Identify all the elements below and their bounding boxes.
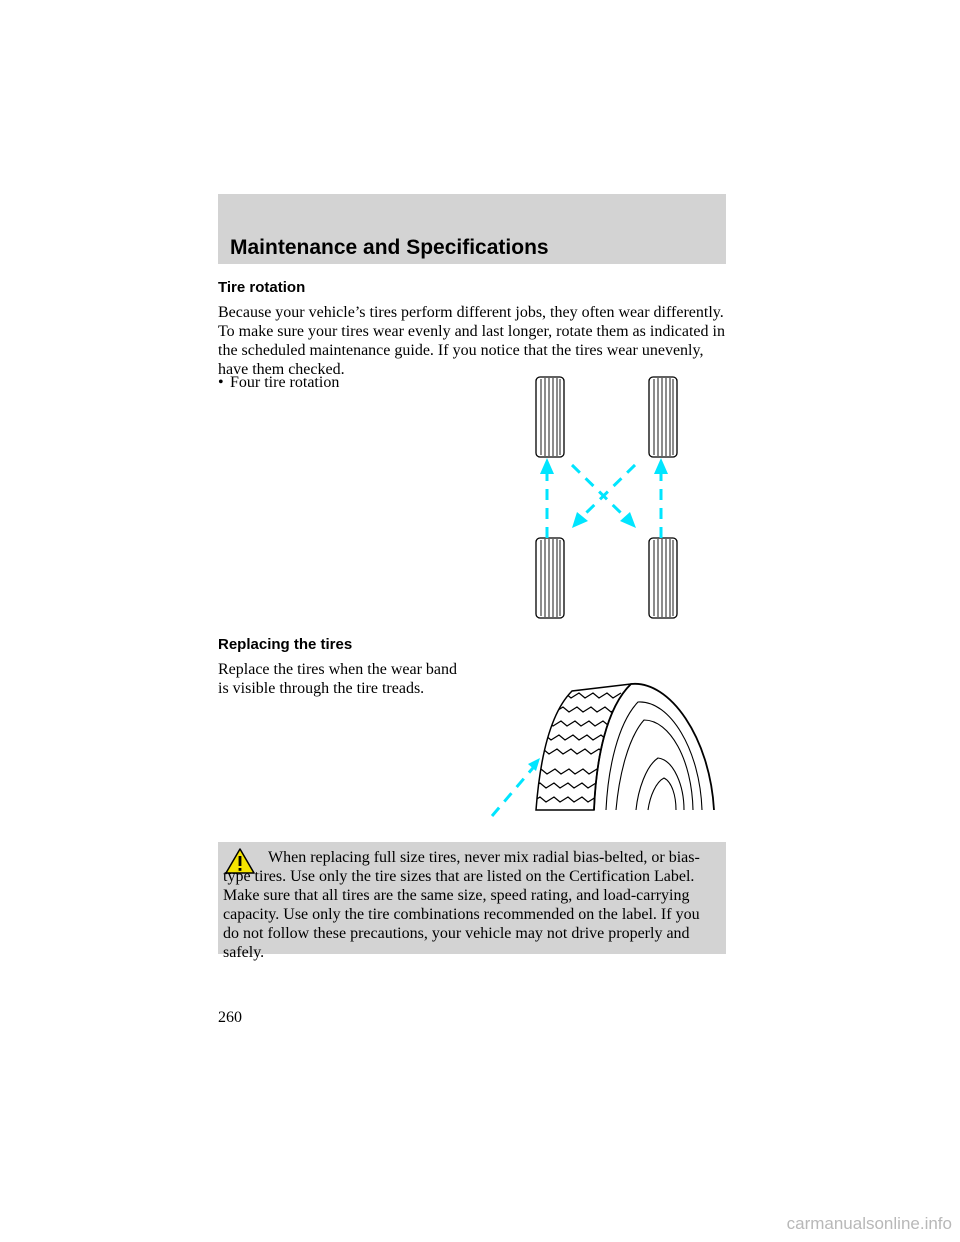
watermark: carmanualsonline.info xyxy=(786,1214,952,1233)
tire-rear-left xyxy=(536,538,564,618)
tire-front-left xyxy=(536,377,564,457)
page-number: 260 xyxy=(218,1009,242,1026)
bullet-dot: • xyxy=(218,374,224,391)
replacing-heading: Replacing the tires xyxy=(218,636,353,653)
tire-rear-right xyxy=(649,538,677,618)
tire-front-right xyxy=(649,377,677,457)
section-title: Maintenance and Specifications xyxy=(230,236,549,259)
tire-rotation-paragraph: Because your vehicle’s tires perform different jobs, they often wear differently. To make sure your tires wear evenly and last longer, rotate them as indicated in the scheduled maintenance guide. If you notice that the tires wear unevenly, have them checked. xyxy=(218,304,725,378)
tire-rotation-diagram xyxy=(520,370,700,625)
warning-text: When replacing full size tires, never mix radial bias-belted, or bias-type tires. Use only the tire sizes that are listed on the Certification Label. Make sure that all tires are the same size, speed rating, and load-carrying capacity. Use only the tire combinations recommended on the label. If you do not follow these precautions, your vehicle may not drive properly and safely. xyxy=(223,849,700,961)
section-header xyxy=(218,194,726,264)
arrowheads xyxy=(540,458,668,528)
wear-band-arrowhead xyxy=(528,758,540,771)
rotation-arrows xyxy=(547,465,661,538)
tire-rotation-heading: Tire rotation xyxy=(218,279,306,296)
replacing-paragraph: Replace the tires when the wear band is visible through the tire treads. xyxy=(218,661,458,697)
tire-wear-band-diagram xyxy=(488,678,724,820)
warning-box xyxy=(218,842,726,961)
bullet-label: Four tire rotation xyxy=(230,374,340,391)
bullet-four-tire-rotation xyxy=(218,373,339,392)
wear-band-arrow xyxy=(492,762,538,816)
